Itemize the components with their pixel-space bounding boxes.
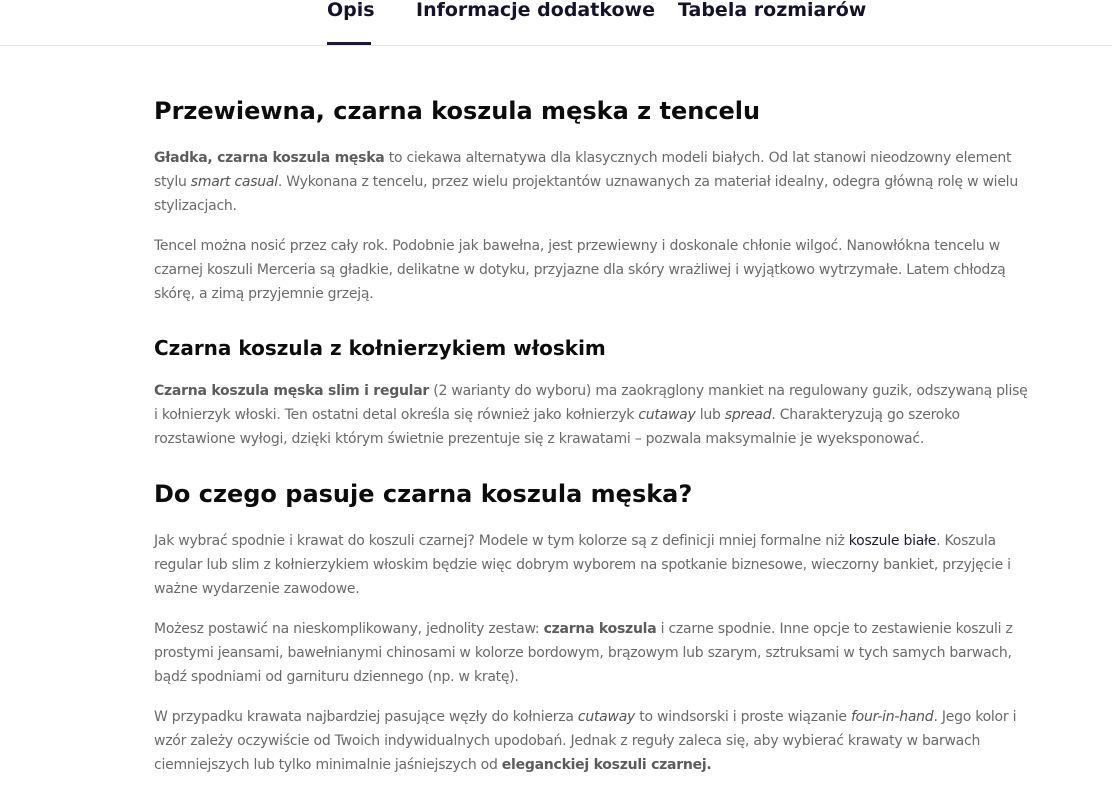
bold-phrase: eleganckiej koszuli czarnej. — [501, 757, 712, 773]
tabs-bar — [0, 0, 1112, 46]
paragraph-outfit — [154, 617, 1034, 689]
tab-size-table[interactable]: Tabela rozmiarów — [678, 0, 867, 21]
text-run: . Charakteryzują go szeroko rozstawione wyłogi, dzięki którym świetnie prezentuje się z krawatami – pozwala maksymalnie je wyeksponować. — [154, 407, 960, 447]
text-run: i czarne spodnie. Inne opcje to zestawienie koszuli z prostymi jeansami, bawełnianymi chinosami w kolorze bordowym, brązowym lub szarym, sztruksami w tych samych barwach, bądź spodniami od garnituru dziennego (np. w kratę). — [154, 621, 1013, 685]
paragraph-collar — [154, 379, 1034, 451]
text-run: lub — [695, 407, 725, 423]
paragraph-tie-knots — [154, 705, 1034, 777]
bold-phrase: Gładka, czarna koszula męska — [154, 150, 385, 166]
link-white-shirts[interactable]: koszule białe — [848, 533, 937, 549]
section-heading-tencel: Przewiewna, czarna koszula męska z tencelu — [154, 97, 761, 125]
text-run: . Jego kolor i wzór zależy oczywiście od Twoich indywidualnych upodobań. Jednak z reguły zaleca się, aby wybierać krawaty w barwach ciemniejszych lub tylko minimalnie jaśniejszych od — [154, 709, 1017, 773]
italic-phrase: four-in-hand — [851, 709, 934, 725]
text-run: to ciekawa alternatywa dla klasycznych modeli białych. Od lat stanowi nieodzowny element stylu — [154, 150, 1012, 190]
bold-phrase: czarna koszula — [543, 621, 657, 637]
text-run: Możesz postawić na nieskomplikowany, jednolity zestaw: — [154, 621, 544, 637]
italic-phrase: spread — [724, 407, 772, 423]
text-run: to windsorski i proste wiązanie — [635, 709, 851, 725]
bold-phrase: Czarna koszula męska slim i regular — [154, 383, 430, 399]
italic-phrase: smart casual — [190, 174, 278, 190]
text-run: Jak wybrać spodnie i krawat do koszuli czarnej? Modele w tym kolorze są z definicji mniej formalne niż — [154, 533, 849, 549]
tab-opis[interactable]: Opis — [327, 0, 375, 21]
paragraph-tencel: Tencel można nosić przez cały rok. Podobnie jak bawełna, jest przewiewny i doskonale chłonie wilgoć. Nanowłókna tencelu w czarnej koszuli Merceria są gładkie, delikatne w dotyku, przyjazne dla skóry wrażliwej i wyjątkowo wytrzymałe. Latem chłodzą skórę, a zimą przyjemnie grzeją. — [154, 238, 1006, 302]
text-run: (2 warianty do wyboru) ma zaokrąglony mankiet na regulowany guzik, odszywaną plisę i kołnierzyk włoski. Ten ostatni detal określa się również jako kołnierzyk — [154, 383, 1028, 423]
paragraph-trousers-tie — [154, 529, 1034, 601]
text-run: W przypadku krawata najbardziej pasujące węzły do kołnierza — [154, 709, 578, 725]
section-heading-matching: Do czego pasuje czarna koszula męska? — [154, 480, 693, 508]
text-run: . Koszula regular lub slim z kołnierzykiem włoskim będzie więc dobrym wyborem na spotkanie biznesowe, wieczorny bankiet, przyjęcie i ważne wydarzenie zawodowe. — [154, 533, 1011, 597]
section-heading-collar: Czarna koszula z kołnierzykiem włoskim — [154, 336, 606, 360]
text-run: . Wykonana z tencelu, przez wielu projektantów uznawanych za materiał idealny, odegra główną rolę w wielu stylizacjach. — [154, 174, 1018, 214]
paragraph-intro — [154, 146, 1034, 218]
description-content — [154, 96, 1034, 777]
active-tab-indicator — [327, 42, 371, 45]
italic-phrase: cutaway — [638, 407, 696, 423]
tab-additional-info[interactable]: Informacje dodatkowe — [416, 0, 655, 21]
italic-phrase: cutaway — [577, 709, 636, 725]
